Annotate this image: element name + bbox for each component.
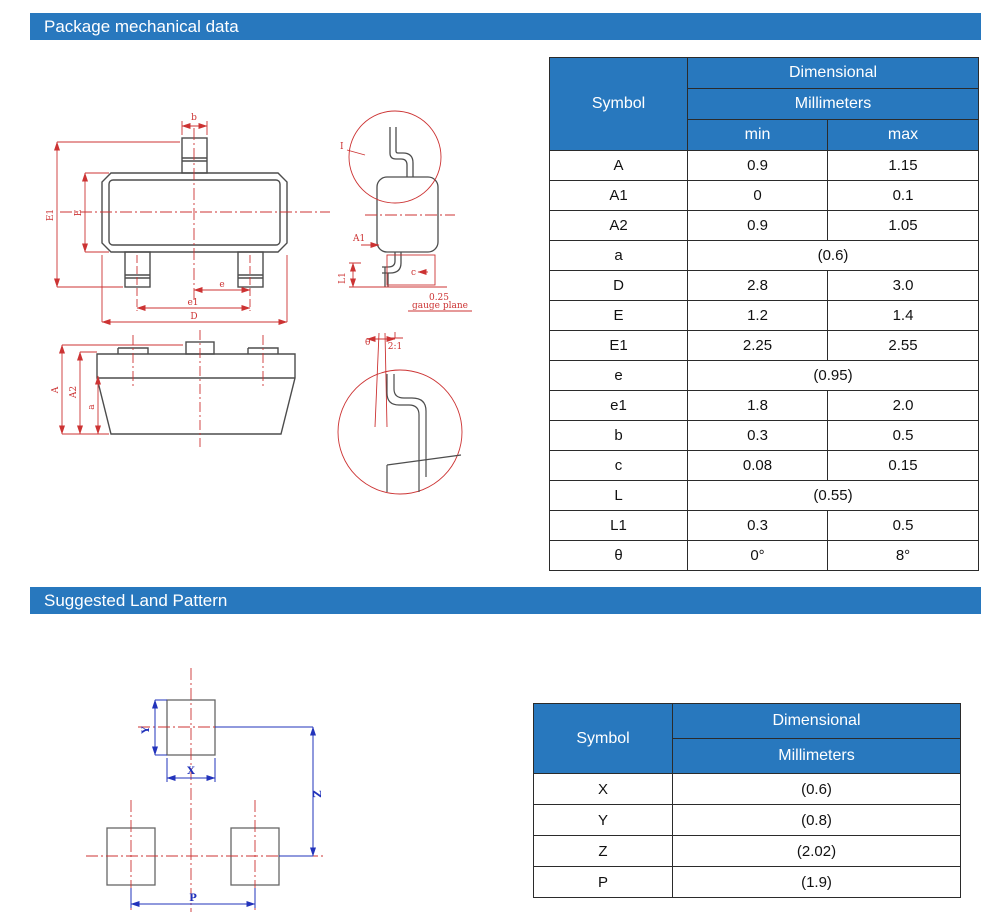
- value-cell: (0.8): [673, 805, 961, 836]
- symbol-cell: b: [550, 421, 688, 451]
- land-pattern-table: [533, 703, 961, 898]
- dim-label-A: A: [51, 386, 61, 394]
- table-row: [550, 301, 979, 331]
- table-row: [550, 541, 979, 571]
- side-view-body: [377, 127, 438, 287]
- max-cell: 0.1: [828, 181, 979, 211]
- min-cell: 1.8: [688, 391, 828, 421]
- max-cell: 0.5: [828, 511, 979, 541]
- max-cell: 3.0: [828, 271, 979, 301]
- max-cell: 0.5: [828, 421, 979, 451]
- table-row: [550, 451, 979, 481]
- col-header-symbol: Symbol: [550, 58, 688, 151]
- min-cell: 0.3: [688, 421, 828, 451]
- detail-scale-label: 2:1: [387, 342, 403, 352]
- section-title: Suggested Land Pattern: [44, 590, 228, 610]
- dim-label-D: D: [190, 312, 198, 322]
- symbol-cell: Z: [534, 836, 673, 867]
- table-row: [550, 481, 979, 511]
- table-row: [550, 361, 979, 391]
- col-header-max: max: [828, 120, 979, 151]
- value-cell: (0.95): [688, 361, 979, 391]
- min-cell: 0.9: [688, 151, 828, 181]
- min-cell: 0: [688, 181, 828, 211]
- max-cell: 1.05: [828, 211, 979, 241]
- table-row: [550, 331, 979, 361]
- dim-label-Z: Z: [313, 790, 324, 798]
- col-header-millimeters: Millimeters: [688, 89, 979, 120]
- section-title: Package mechanical data: [44, 16, 239, 36]
- max-cell: 2.0: [828, 391, 979, 421]
- theta-label: θ: [365, 338, 371, 348]
- min-cell: 0.3: [688, 511, 828, 541]
- symbol-cell: L1: [550, 511, 688, 541]
- max-cell: 0.15: [828, 451, 979, 481]
- dim-label-E1: E1: [46, 208, 56, 222]
- table-row: [550, 511, 979, 541]
- table-row: [534, 774, 961, 805]
- symbol-cell: a: [550, 241, 688, 271]
- table-row: [550, 151, 979, 181]
- table-row: [550, 271, 979, 301]
- front-view-centerlines: [133, 330, 263, 447]
- min-cell: 1.2: [688, 301, 828, 331]
- land-pads: [107, 700, 279, 885]
- front-view-body: [97, 342, 295, 434]
- dim-label-A1: A1: [353, 234, 366, 244]
- top-view-body: [102, 138, 287, 287]
- max-cell: 8°: [828, 541, 979, 571]
- value-cell: (1.9): [673, 867, 961, 898]
- max-cell: 2.55: [828, 331, 979, 361]
- symbol-cell: Y: [534, 805, 673, 836]
- table-row: [534, 867, 961, 898]
- dim-label-e: e: [219, 280, 225, 290]
- dim-label-a: a: [87, 404, 97, 410]
- table-row: [534, 836, 961, 867]
- min-cell: 2.8: [688, 271, 828, 301]
- table-row: [534, 805, 961, 836]
- gauge-offset-label: 0.25: [428, 293, 450, 303]
- side-view-detail-lead: [387, 374, 461, 492]
- min-cell: 2.25: [688, 331, 828, 361]
- dim-label-L1: L1: [338, 272, 348, 284]
- top-view-centerlines: [60, 128, 330, 311]
- detail-ref-label: I: [340, 142, 344, 152]
- symbol-cell: c: [550, 451, 688, 481]
- max-cell: 1.15: [828, 151, 979, 181]
- dim-label-c: c: [411, 268, 417, 278]
- symbol-cell: e: [550, 361, 688, 391]
- table-row: [550, 421, 979, 451]
- table-row: [550, 211, 979, 241]
- mechanical-data-table: [549, 57, 979, 571]
- top-view-dimensions: [57, 121, 287, 322]
- land-centerlines: [86, 668, 324, 912]
- dim-label-b: b: [191, 113, 197, 123]
- symbol-cell: E1: [550, 331, 688, 361]
- max-cell: 1.4: [828, 301, 979, 331]
- dim-label-Y: Y: [141, 726, 152, 734]
- section-header-land-pattern: [30, 587, 981, 614]
- col-header-symbol: Symbol: [534, 704, 673, 774]
- table-row: [550, 391, 979, 421]
- value-cell: (0.6): [688, 241, 979, 271]
- symbol-cell: θ: [550, 541, 688, 571]
- value-cell: (2.02): [673, 836, 961, 867]
- value-cell: (0.6): [673, 774, 961, 805]
- col-header-min: min: [688, 120, 828, 151]
- front-view-dimensions: [62, 345, 183, 434]
- package-outline-drawing: [35, 95, 545, 545]
- min-cell: 0°: [688, 541, 828, 571]
- col-header-dimensional: Dimensional: [673, 704, 961, 739]
- dim-label-A2: A2: [69, 385, 79, 399]
- land-dimensions: [131, 700, 313, 908]
- value-cell: (0.55): [688, 481, 979, 511]
- symbol-cell: e1: [550, 391, 688, 421]
- min-cell: 0.08: [688, 451, 828, 481]
- col-header-dimensional: Dimensional: [688, 58, 979, 89]
- land-pattern-drawing: [78, 660, 348, 924]
- table-row: [550, 181, 979, 211]
- symbol-cell: P: [534, 867, 673, 898]
- symbol-cell: A1: [550, 181, 688, 211]
- symbol-cell: A: [550, 151, 688, 181]
- symbol-cell: L: [550, 481, 688, 511]
- symbol-cell: E: [550, 301, 688, 331]
- section-header-package: [30, 13, 981, 40]
- gauge-plane-label: gauge plane: [412, 301, 468, 311]
- dim-label-e1: e1: [187, 298, 199, 308]
- dim-label-E: E: [74, 209, 84, 217]
- dim-label-P: P: [189, 893, 197, 904]
- min-cell: 0.9: [688, 211, 828, 241]
- symbol-cell: A2: [550, 211, 688, 241]
- symbol-cell: X: [534, 774, 673, 805]
- dim-label-X: X: [187, 766, 195, 777]
- symbol-cell: D: [550, 271, 688, 301]
- col-header-millimeters: Millimeters: [673, 739, 961, 774]
- table-row: [550, 241, 979, 271]
